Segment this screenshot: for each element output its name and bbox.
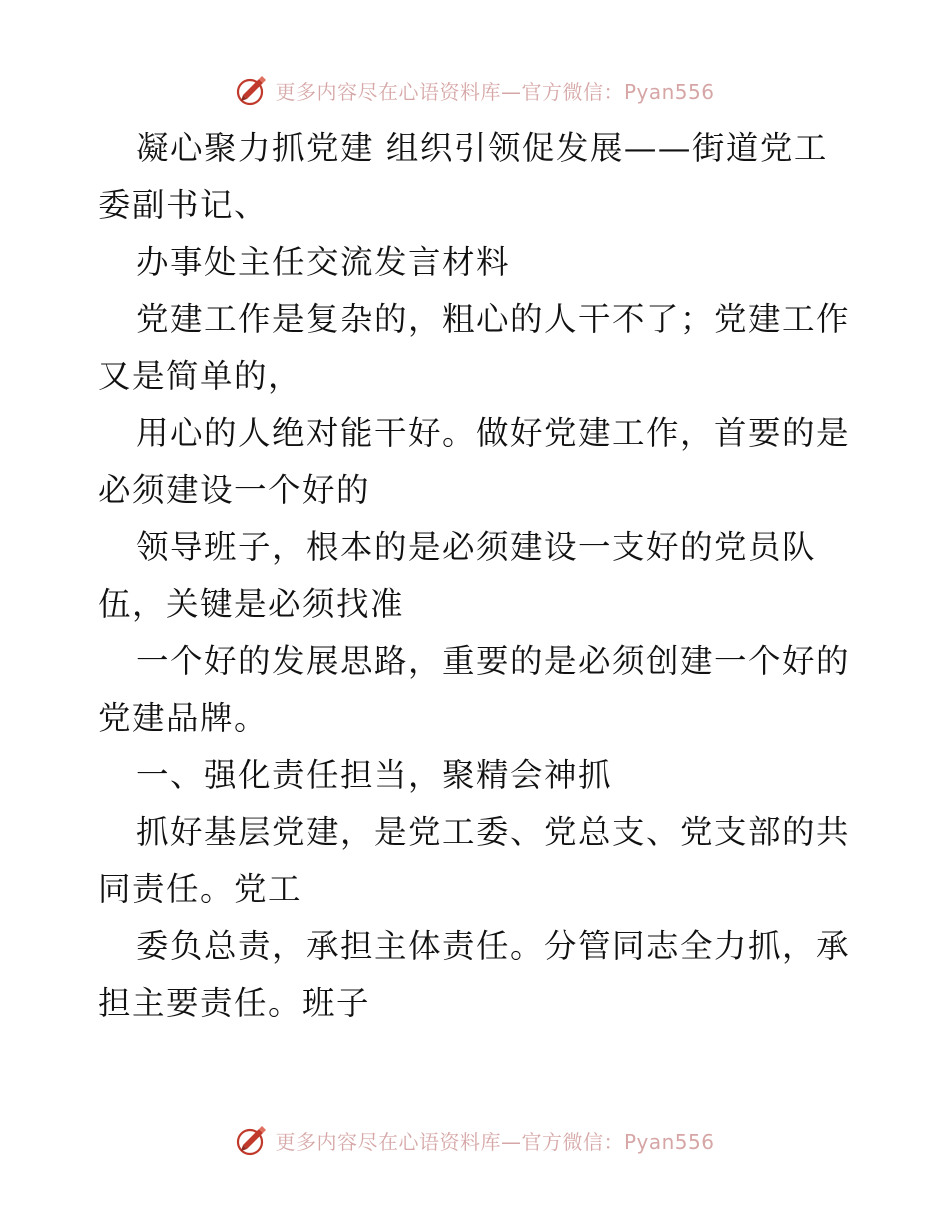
paragraph: 用心的人绝对能干好。做好党建工作，首要的是必须建设一个好的 — [98, 414, 851, 509]
paragraph: 党建工作是复杂的，粗心的人干不了；党建工作又是简单的， — [98, 300, 851, 395]
pen-logo-icon — [235, 1123, 269, 1157]
header-watermark-text: 更多内容尽在心语资料库—官方微信：Pyan556 — [275, 79, 715, 104]
header-watermark-banner — [0, 70, 950, 110]
paragraph: 领导班子，根本的是必须建设一支好的党员队伍，关键是必须找准 — [98, 528, 817, 623]
footer-watermark-banner — [0, 1120, 950, 1160]
document-body — [98, 120, 858, 1032]
footer-watermark-text: 更多内容尽在心语资料库—官方微信：Pyan556 — [275, 1129, 715, 1154]
paragraph: 抓好基层党建，是党工委、党总支、党支部的共同责任。党工 — [98, 813, 851, 908]
paragraph: 一个好的发展思路，重要的是必须创建一个好的党建品牌。 — [98, 642, 851, 737]
pen-logo-icon — [235, 73, 269, 107]
paragraph: 委负总责，承担主体责任。分管同志全力抓，承担主要责任。班子 — [98, 927, 851, 1022]
paragraph-subtitle: 办事处主任交流发言材料 — [136, 243, 511, 281]
paragraph-title: 凝心聚力抓党建 组织引领促发展——街道党工委副书记、 — [98, 129, 828, 224]
section-heading: 一、强化责任担当，聚精会神抓 — [136, 756, 613, 794]
